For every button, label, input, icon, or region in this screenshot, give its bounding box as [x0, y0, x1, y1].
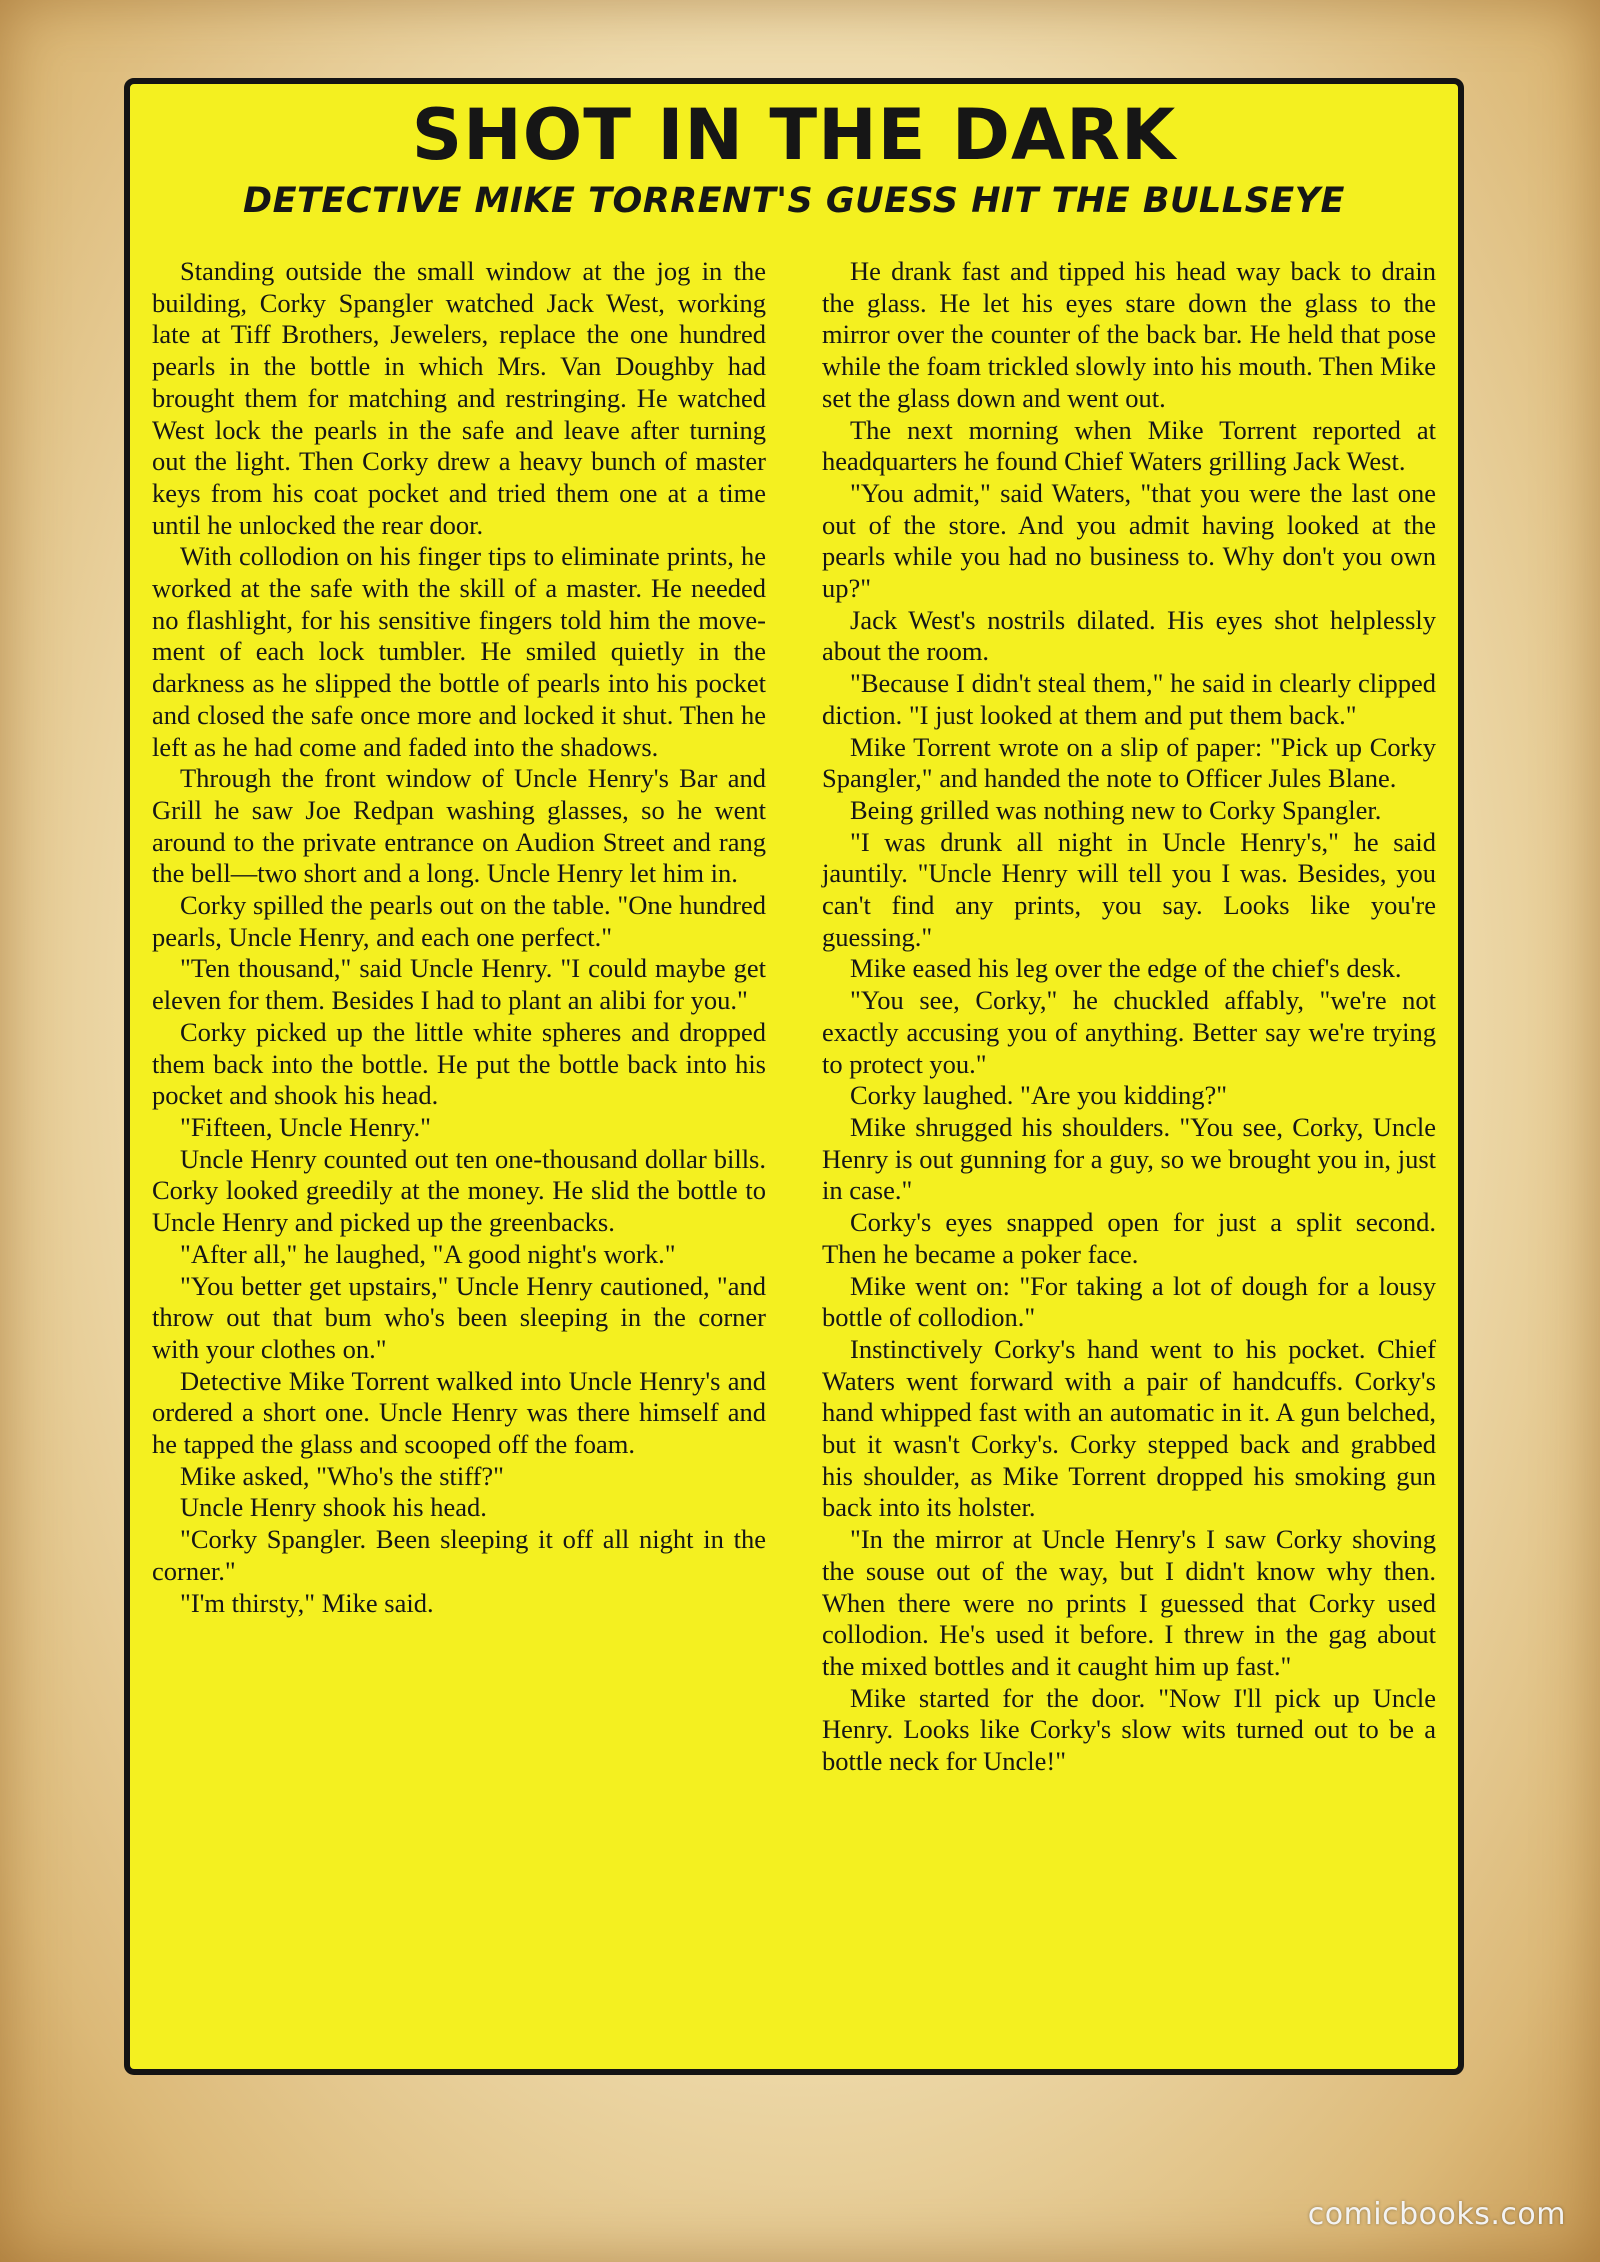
- story-paragraph: Mike shrugged his shoulders. "You see, Corky, Uncle Henry is out gunning for a guy, so we brought you in, just in case.": [822, 1111, 1436, 1206]
- story-paragraph: "In the mirror at Uncle Henry's I saw Corky shoving the souse out of the way, but I didn't know why then. When there were no prints I guessed that Corky used collodion. He's used it before. I threw in the gag about the mixed bottles and it caught him up fast.": [822, 1524, 1436, 1681]
- story-paragraph: Mike Torrent wrote on a slip of paper: "Pick up Corky Spangler," and handed the note to Officer Jules Blane.: [822, 731, 1436, 794]
- right-column: [822, 256, 1436, 1778]
- story-title: SHOT IN THE DARK: [411, 94, 1177, 176]
- story-paragraph: Standing outside the small window at the jog in the building, Corky Spangler watched Jack West, working late at Tiff Brothers, Jewelers, replace the one hundred pearls in the bottle in which Mrs. Van Doughby had brought them for matching and restringing. He watched West lock the pearls in the safe and leave after turning out the light. Then Corky drew a heavy bunch of master keys from his coat pocket and tried them one at a time until he unlocked the rear door.: [152, 256, 766, 540]
- story-paragraph: Corky spilled the pearls out on the table. "One hundred pearls, Uncle Henry, and each one perfect.": [152, 890, 766, 952]
- story-paragraph: With collodion on his finger tips to eliminate prints, he worked at the safe with the skill of a master. He needed no flashlight, for his sensitive fingers told him the movement of each lock tumbler. He smiled quietly in the darkness as he slipped the bottle of pearls into his pocket and closed the safe once more and locked it shut. Then he left as he had come and faded into the shadows.: [152, 541, 766, 762]
- story-paragraph: "I was drunk all night in Uncle Henry's," he said jauntily. "Uncle Henry will tell you I was. Besides, you can't find any prints, you say. Looks like you're guessing.": [822, 826, 1436, 952]
- story-paragraph: "You better get upstairs," Uncle Henry cautioned, "and throw out that bum who's been sleeping in the corner with your clothes on.": [152, 1270, 766, 1364]
- story-subtitle: DETECTIVE MIKE TORRENT'S GUESS HIT THE BULLSEYE: [243, 181, 1345, 221]
- story-paragraph: Through the front window of Uncle Henry's Bar and Grill he saw Joe Redpan washing glasses, so he went around to the private entrance on Audion Street and rang the bell—two short and a long. Uncle Henry let him in.: [152, 763, 766, 889]
- story-paragraph: "You see, Corky," he chuckled affably, "we're not exactly accusing you of anything. Better say we're trying to protect you.": [822, 985, 1436, 1079]
- story-paragraph: He drank fast and tipped his head way back to drain the glass. He let his eyes stare down the glass to the mirror over the counter of the back bar. He held that pose while the foam trickled slowly into his mouth. Then Mike set the glass down and went out.: [822, 256, 1436, 413]
- watermark: comicbooks.com: [1307, 2197, 1566, 2232]
- story-paragraph: Corky laughed. "Are you kidding?": [850, 1080, 1228, 1111]
- story-paragraph: "Ten thousand," said Uncle Henry. "I could maybe get eleven for them. Besides I had to plant an alibi for you.": [152, 953, 766, 1016]
- story-paragraph: Being grilled was nothing new to Corky Spangler.: [850, 794, 1382, 825]
- story-paragraph: "After all," he laughed, "A good night's work.": [180, 1238, 676, 1269]
- story-paragraph: Uncle Henry shook his head.: [180, 1492, 487, 1523]
- story-paragraph: "Corky Spangler. Been sleeping it off all night in the corner.": [152, 1524, 766, 1586]
- story-paragraph: "You admit," said Waters, "that you were the last one out of the store. And you admit having looked at the pearls while you had no business to. Why don't you own up?": [822, 477, 1436, 604]
- story-paragraph: Instinctively Corky's hand went to his pocket. Chief Waters went forward with a pair of handcuffs. Corky's hand whipped fast with an automatic in it. A gun belched, but it wasn't Corky's. Corky stepped back and grabbed his shoulder, as Mike Torrent dropped his smoking gun back into its holster.: [822, 1333, 1436, 1523]
- story-paragraph: Mike asked, "Who's the stiff?": [180, 1460, 504, 1491]
- story-paragraph: "Fifteen, Uncle Henry.": [180, 1111, 431, 1142]
- story-paragraph: Mike eased his leg over the edge of the chief's desk.: [850, 953, 1402, 984]
- story-paragraph: Detective Mike Torrent walked into Uncle Henry's and ordered a short one. Uncle Henry was there himself and he tapped the glass and scooped off the foam.: [152, 1365, 766, 1460]
- story-panel: [124, 78, 1464, 2075]
- story-paragraph: Jack West's nostrils dilated. His eyes shot helplessly about the room.: [822, 604, 1436, 667]
- story-paragraph: "Because I didn't steal them," he said in clearly clipped diction. "I just looked at them and put them back.": [822, 668, 1436, 730]
- story-paragraph: "I'm thirsty," Mike said.: [180, 1587, 434, 1618]
- story-paragraph: The next morning when Mike Torrent reported at headquarters he found Chief Waters grilling Jack West.: [822, 414, 1436, 477]
- story-paragraph: Uncle Henry counted out ten one-thousand dollar bills. Corky looked greedily at the money. He slid the bottle to Uncle Henry and picked up the greenbacks.: [152, 1143, 766, 1238]
- story-paragraph: Corky picked up the little white spheres and dropped them back into the bottle. He put the bottle back into his pocket and shook his head.: [152, 1016, 766, 1111]
- story-paragraph: Mike started for the door. "Now I'll pick up Uncle Henry. Looks like Corky's slow wits turned out to be a bottle neck for Uncle!": [822, 1682, 1436, 1777]
- story-paragraph: Corky's eyes snapped open for just a split second. Then he became a poker face.: [822, 1207, 1436, 1269]
- story-paragraph: Mike went on: "For taking a lot of dough for a lousy bottle of collodion.": [822, 1270, 1436, 1333]
- left-column: [152, 256, 766, 1619]
